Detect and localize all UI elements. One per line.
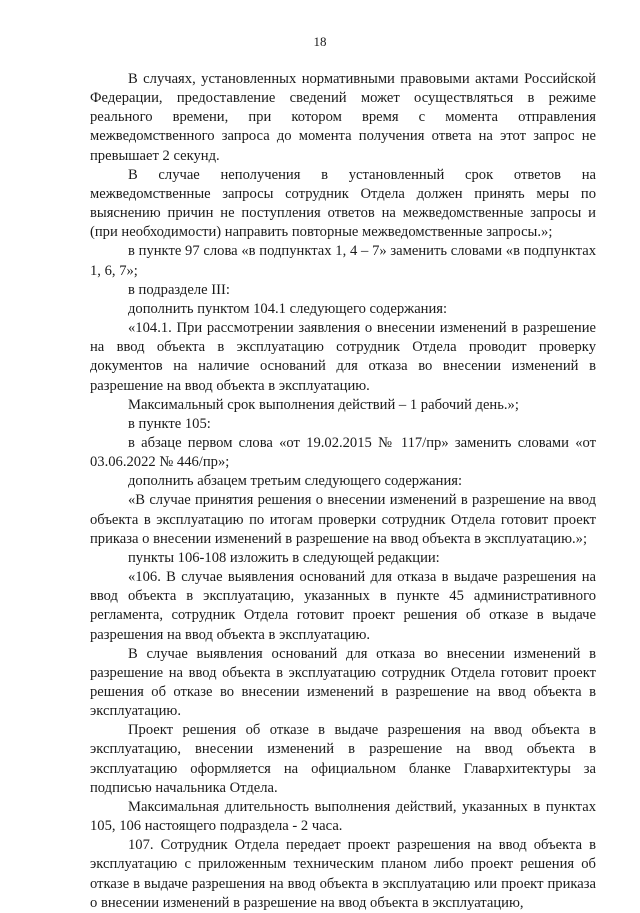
paragraph-third-abzac-text: «В случае принятия решения о внесении изменений в разрешение на ввод объекта в эксплуатацию по итогам проверки сотрудник Отдела готовит проект приказа о внесении изменений в разрешение на ввод объекта в эксплуатацию.»; xyxy=(90,492,596,547)
paragraph-106-text: «106. В случае выявления оснований для отказа в выдаче разрешения на ввод объекта в эксплуатацию, указанных в пункте 45 административного регламента, сотрудник Отдела готовит проект решения об отказе в выдаче разрешения на ввод объекта в эксплуатацию. xyxy=(90,569,596,643)
paragraph-subsection-3: в подразделе III: xyxy=(128,281,230,298)
paragraph-104-1-text: «104.1. При рассмотрении заявления о внесении изменений в разрешение на ввод объекта в эксплуатацию сотрудник Отдела проводит проверку документов на наличие оснований для отказа во внесении изменений в разрешение на ввод объекта в эксплуатацию. xyxy=(90,320,596,394)
paragraph-max-duration: Максимальная длительность выполнения действий, указанных в пунктах 105, 106 настоящего подраздела - 2 часа. xyxy=(90,798,596,835)
paragraph-107-text: 107. Сотрудник Отдела передает проект разрешения на ввод объекта в эксплуатацию с приложенным техническим планом либо проект решения об отказе в выдаче разрешения на ввод объекта в эксплуатацию или проект приказа о внесении изменений в разрешение на ввод объекта в эксплуатацию, xyxy=(90,837,596,911)
paragraph-realtime-info: В случаях, установленных нормативными правовыми актами Российской Федерации, предоставление сведений может осуществляться в режиме реального времени, при котором время с момента отправления межведомственного запроса до момента получения ответа на этот запрос не превышает 2 секунд. xyxy=(90,71,596,164)
paragraph-first-abzac: в абзаце первом слова «от 19.02.2015 № 117/пр» заменить словами «от 03.06.2022 № 446/пр»; xyxy=(90,434,596,471)
page-number: 18 xyxy=(313,34,327,49)
paragraph-item-105: в пункте 105: xyxy=(128,415,211,432)
paragraph-item-97: в пункте 97 слова «в подпунктах 1, 4 – 7» заменить словами «в подпунктах 1, 6, 7»; xyxy=(90,243,596,279)
paragraph-add-104-1: дополнить пунктом 104.1 следующего содержания: xyxy=(128,300,448,317)
paragraph-add-third-abzac: дополнить абзацем третьим следующего содержания: xyxy=(128,473,463,490)
paragraph-refusal-draft: Проект решения об отказе в выдаче разрешения на ввод объекта в эксплуатацию, внесении изменений в разрешение на ввод объекта в эксплуатацию оформляется на официальном бланке Главархитектуры за подписью начальника Отдела. xyxy=(90,722,596,796)
paragraph-no-response: В случае неполучения в установленный срок ответов на межведомственные запросы сотрудник Отдела должен принять меры по выяснению причин не поступления ответов на межведомственные запросы и (при необходимости) направить повторные межведомственные запросы.»; xyxy=(90,166,596,241)
document-body xyxy=(90,70,596,913)
paragraph-max-term: Максимальный срок выполнения действий – 1 рабочий день.»; xyxy=(128,396,519,413)
paragraph-refusal-changes: В случае выявления оснований для отказа во внесении изменений в разрешение на ввод объекта в эксплуатацию сотрудник Отдела готовит проект решения об отказе во внесении изменений в разрешение на ввод объекта в эксплуатацию. xyxy=(90,645,596,720)
paragraph-items-106-108: пункты 106-108 изложить в следующей редакции: xyxy=(128,549,440,566)
